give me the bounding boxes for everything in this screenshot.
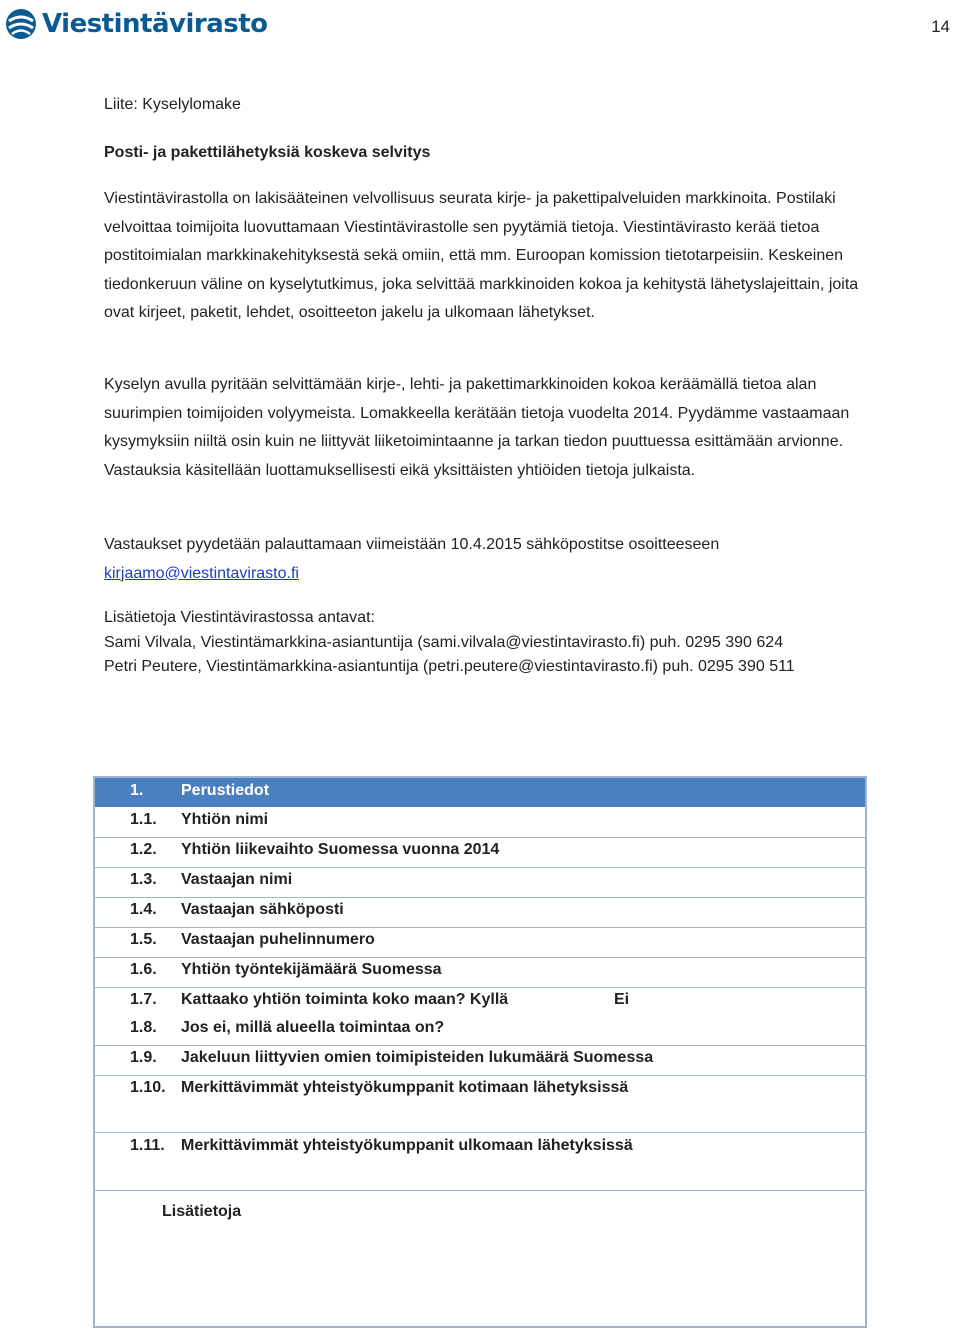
row-number: 1.4.: [130, 901, 157, 918]
logo-globe-icon: [4, 7, 38, 41]
row-label: Merkittävimmät yhteistyökumppanit kotimaan lähetyksissä: [181, 1079, 629, 1096]
intro-paragraph-1: [104, 185, 864, 328]
form-row-employees[interactable]: [95, 957, 865, 987]
row-label: Jakeluun liittyvien omien toimipisteiden lukumäärä Suomessa: [181, 1049, 654, 1066]
contact-petri: Petri Peutere, Viestintämarkkina-asiantuntija (petri.peutere@viestintavirasto.fi) puh. 0295 390 511: [104, 658, 795, 675]
paragraph-text: Viestintävirastolla on lakisääteinen velvollisuus seurata kirje- ja pakettipalveluiden markkinoita. Postilaki velvoittaa toimijoita luovuttamaan Viestintävirastolle sen pyytämiä tietoja. Viestintävirasto kerää tietoa postitoimialan markkinakehityksestä sekä omiin, että mm. Euroopan komission tietotarpeisiin. Keskeinen tiedonkeruun väline on kyselytutkimus, joka selvittää markkinoiden kokoa ja kehitystä lähetyslajeittain, joita ovat kirjeet, paketit, lehdet, osoitteeton jakelu ja ulkomaan lähetykset.: [104, 190, 859, 321]
row-number: 1.8.: [130, 1019, 157, 1036]
section-number: 1.: [130, 782, 144, 799]
paragraph-text: Kyselyn avulla pyritään selvittämään kirje-, lehti- ja pakettimarkkinoiden kokoa keräämällä tietoa alan suurimpien toimijoiden volyymeista. Lomakkeella kerätään tietoja vuodelta 2014. Pyydämme vastaamaan kysymyksiin niiltä osin kuin ne liittyvät liiketoimintaanne ja tarkan tiedon puuttuessa esittämään arvionne. Vastauksia käsitellään luottamuksellisesti eikä yksittäisten yhtiöiden tietoja julkaista.: [104, 376, 850, 479]
form-row-respondent-name[interactable]: [95, 867, 865, 897]
additional-info-label: Lisätietoja: [162, 1203, 242, 1220]
logo-text: Viestintävirasto: [42, 9, 268, 39]
intro-paragraph-2: [104, 371, 864, 485]
contact-sami: Sami Vilvala, Viestintämarkkina-asiantuntija (sami.vilvala@viestintavirasto.fi) puh. 0295 390 624: [104, 633, 784, 651]
form-row-company-name[interactable]: [95, 807, 865, 837]
form-row-respondent-phone[interactable]: [95, 927, 865, 957]
appendix-title: Liite: Kyselylomake: [104, 96, 241, 113]
row-number: 1.3.: [130, 871, 157, 888]
deadline-text: Vastaukset pyydetään palauttamaan viimeistään 10.4.2015 sähköpostitse osoitteeseen: [104, 536, 720, 553]
row-number: 1.9.: [130, 1049, 157, 1066]
logo: [4, 4, 268, 44]
row-label: Yhtiön liikevaihto Suomessa vuonna 2014: [181, 841, 500, 858]
row-label: Jos ei, millä alueella toimintaa on?: [181, 1019, 445, 1036]
section-header: [95, 778, 865, 807]
row-number: 1.11.: [130, 1137, 165, 1154]
row-number: 1.6.: [130, 961, 157, 978]
additional-info-area[interactable]: [95, 1191, 865, 1326]
form-row-respondent-email[interactable]: [95, 897, 865, 927]
row-label: Merkittävimmät yhteistyökumppanit ulkomaan lähetyksissä: [181, 1137, 633, 1154]
row-label: Kattaako yhtiön toiminta koko maan? Kyllä: [181, 991, 509, 1008]
row-label: Vastaajan nimi: [181, 871, 293, 888]
row-number: 1.10.: [130, 1079, 166, 1096]
row-label: Vastaajan puhelinnumero: [181, 931, 375, 948]
section-title: Perustiedot: [181, 782, 270, 799]
row-label: Yhtiön työntekijämäärä Suomessa: [181, 961, 442, 978]
row-number: 1.7.: [130, 991, 157, 1008]
survey-title: Posti- ja pakettilähetyksiä koskeva selvitys: [104, 144, 431, 161]
option-no[interactable]: Ei: [614, 991, 630, 1008]
email-link[interactable]: kirjaamo@viestintavirasto.fi: [104, 564, 299, 582]
form-table: [93, 776, 867, 1328]
form-row-region[interactable]: [95, 1015, 865, 1045]
form-row-foreign-partners[interactable]: [95, 1133, 865, 1163]
row-label: Yhtiön nimi: [181, 811, 269, 828]
row-number: 1.2.: [130, 841, 157, 858]
row-number: 1.1.: [130, 811, 157, 828]
form-row-nationwide[interactable]: [95, 987, 865, 1017]
page-number: 14: [931, 17, 950, 36]
contacts-heading: Lisätietoja Viestintävirastossa antavat:: [104, 609, 375, 626]
form-row-locations[interactable]: [95, 1045, 865, 1075]
form-row-domestic-partners[interactable]: [95, 1075, 865, 1105]
deadline-paragraph: [104, 531, 864, 588]
row-number: 1.5.: [130, 931, 157, 948]
form-row-revenue[interactable]: [95, 837, 865, 867]
row-label: Vastaajan sähköposti: [181, 901, 344, 918]
contacts-block: [104, 606, 864, 680]
